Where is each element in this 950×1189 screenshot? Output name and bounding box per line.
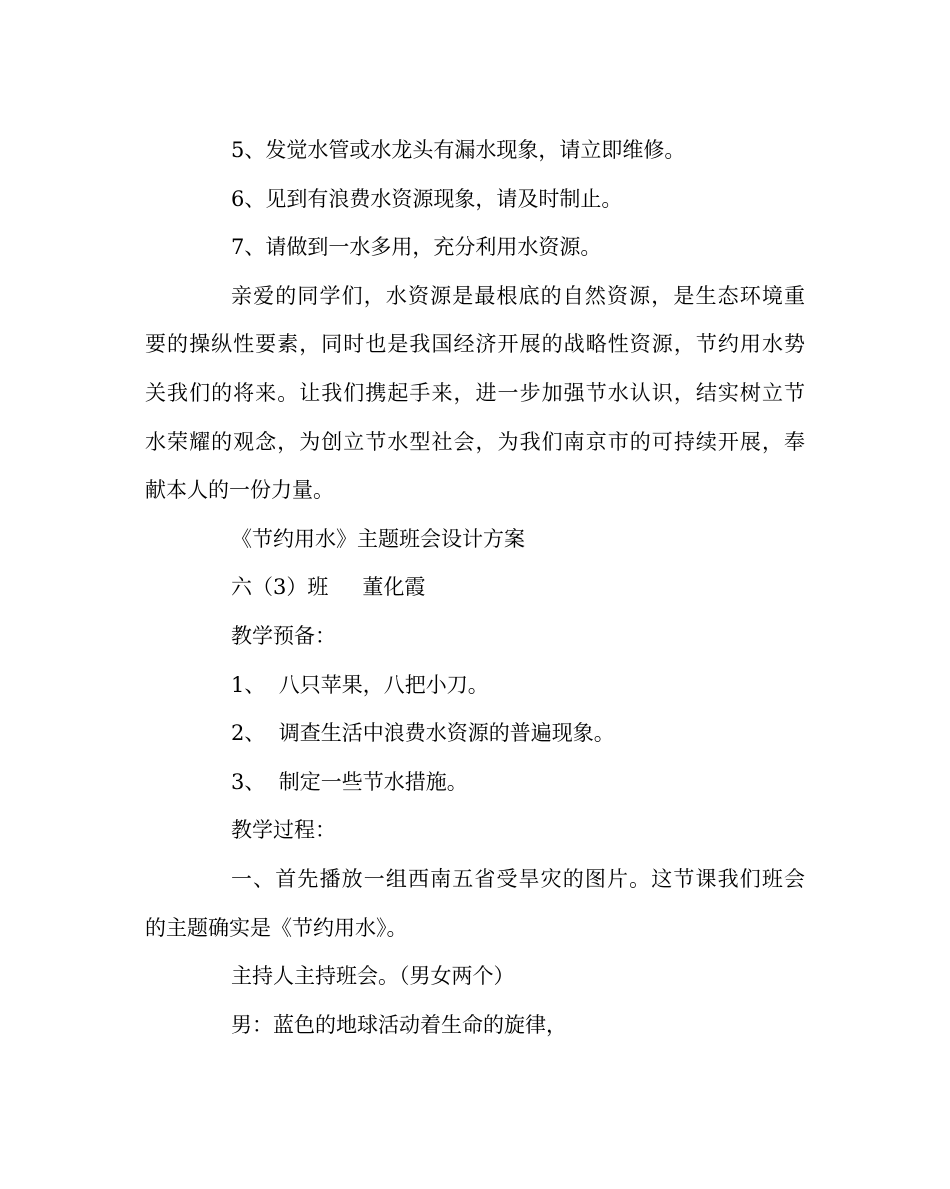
teacher-name: 董化霞 bbox=[362, 575, 426, 600]
paragraph-line: 的主题确实是《节约用水》。 bbox=[145, 915, 408, 940]
paragraph-line: 水荣耀的观念，为创立节水型社会，为我们南京市的可持续开展，奉 bbox=[145, 429, 805, 454]
paragraph-line: 亲爱的同学们，水资源是最根底的自然资源，是生态环境重 bbox=[231, 283, 805, 308]
list-item: 3、 制定一些节水措施。 bbox=[231, 769, 468, 794]
list-item: 5、发觉水管或水龙头有漏水现象，请立即维修。 bbox=[231, 138, 686, 162]
list-item: 1、 八只苹果，八把小刀。 bbox=[231, 672, 489, 697]
section-heading: 教学过程： bbox=[231, 818, 336, 843]
document-body bbox=[145, 126, 805, 1049]
author-line bbox=[145, 563, 805, 612]
class-name: 六（3）班 bbox=[231, 575, 329, 600]
list-item: 2、 调查生活中浪费水资源的普遍现象。 bbox=[231, 721, 615, 746]
section-heading: 教学预备： bbox=[231, 623, 336, 648]
paragraph-line: 要的操纵性要素，同时也是我国经济开展的战略性资源，节约用水势 bbox=[145, 332, 805, 357]
paragraph-line: 主持人主持班会。（男女两个） bbox=[231, 964, 515, 989]
list-item: 7、请做到一水多用，充分利用水资源。 bbox=[231, 235, 602, 260]
paragraph-line: 一、首先播放一组西南五省受旱灾的图片。这节课我们班会 bbox=[231, 866, 805, 891]
section-title: 《节约用水》主题班会设计方案 bbox=[231, 526, 525, 551]
list-item: 6、见到有浪费水资源现象，请及时制止。 bbox=[231, 186, 623, 211]
paragraph-line: 男：蓝色的地球活动着生命的旋律， bbox=[231, 1012, 567, 1037]
paragraph-line: 献本人的一份力量。 bbox=[145, 478, 334, 503]
paragraph-line: 关我们的将来。让我们携起手来，进一步加强节水认识，结实树立节 bbox=[145, 380, 805, 405]
